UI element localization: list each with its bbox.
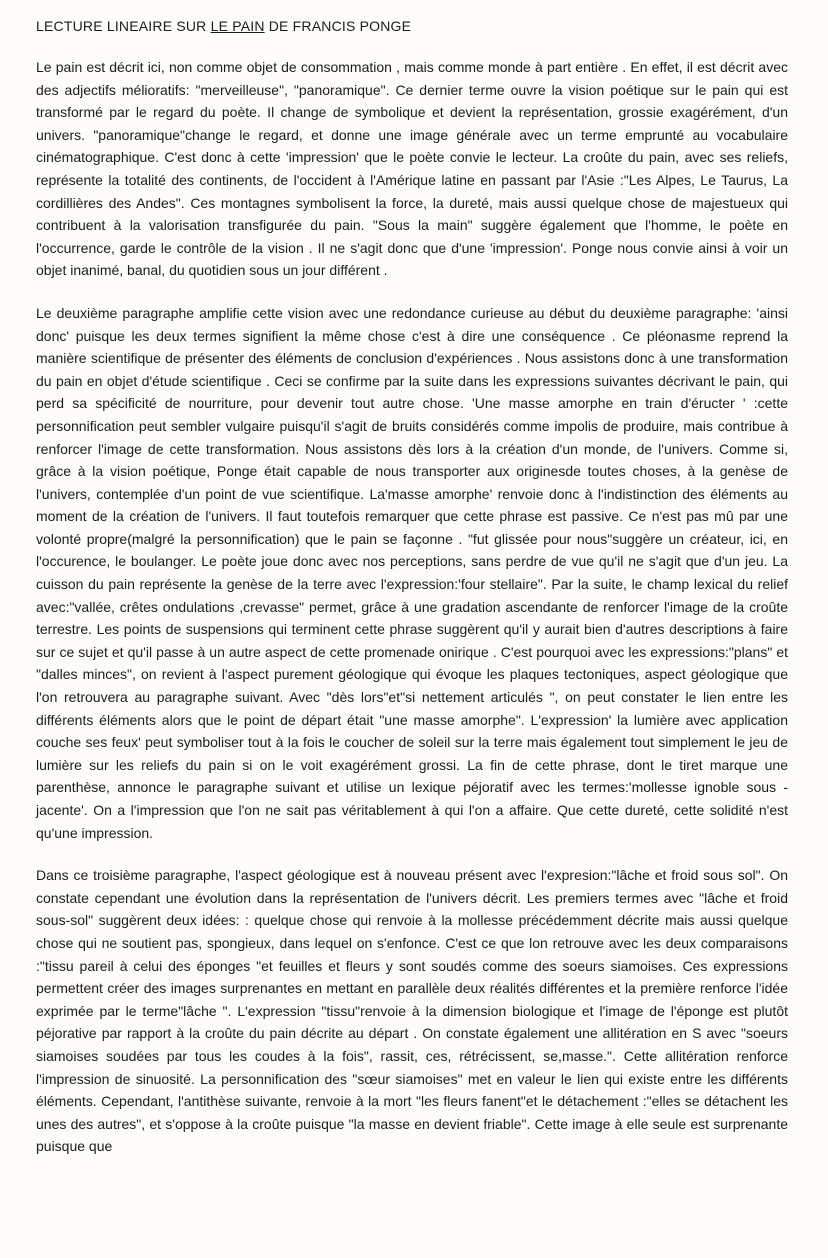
title-prefix: LECTURE LINEAIRE SUR bbox=[36, 18, 211, 34]
paragraph-3: Dans ce troisième paragraphe, l'aspect géologique est à nouveau présent avec l'expresion:"lâche et froid sous sol". On constate cependant une évolution dans la représentation de l'univers décrit. Les premiers termes avec "lâche et froid sous-sol" suggèrent deux idées: : quelque chose qui renvoie à la mollesse précédemment décrite mais aussi quelque chose qui ne soutient pas, spongieux, dans lequel on s'enfonce. C'est ce que lon retrouve avec les deux comparaisons :"tissu pareil à celui des éponges "et feuilles et fleurs y sont soudés comme des soeurs siamoises. Ces expressions permettent créer des images surprenantes en mettant en parallèle deux réalités différentes et la première renforce l'idée exprimée par le terme"lâche ". L'expression "tissu"renvoie à la dimension biologique et l'image de l'éponge est plutôt péjorative par rapport à la croûte du pain décrite au départ . On constate également une allitération en S avec "soeurs siamoises soudées par tous les coudes à la fois", rassit, ces, rétrécissent, se,masse.". Cette allitération renforce l'impression de sinuosité. La personnification des "sœur siamoises" met en valeur le lien qui existe entre les différents éléments. Cependant, l'antithèse suivante, renvoie à la mort "les fleurs fanent"et le détachement :"elles se détachent les unes des autres", et s'oppose à la croûte puisque "la masse en devient friable". Cette image à elle seule est surprenante puisque que bbox=[36, 867, 788, 1155]
document-title bbox=[36, 18, 788, 34]
title-work-name: LE PAIN bbox=[210, 18, 265, 34]
paragraph-1: Le pain est décrit ici, non comme objet de consommation , mais comme monde à part entière . En effet, il est décrit avec des adjectifs mélioratifs: "merveilleuse", "panoramique". Ce dernier terme ouvre la vision poétique sur le pain qui est transformé par le regard du poète. Il change de symbolique et devient la représentation, grossie exagérément, d'un univers. "panoramique"change le regard, et donne une image générale avec un terme emprunté au vocabulaire cinématographique. C'est donc à cette 'impression' que le poète convie le lecteur. La croûte du pain, avec ses reliefs, représente la totalité des continents, de l'occident à l'Amérique latine en passant par l'Asie :"Les Alpes, Le Taurus, La cordillières des Andes". Ces montagnes symbolisent la force, la dureté, mais aussi quelque chose de majestueux qui contribuent à la valorisation transfigurée du pain. "Sous la main" suggère également que l'homme, le poète en l'occurrence, garde le contrôle de la vision . Il ne s'agit donc que d'une 'impression'. Ponge nous convie ainsi à voir un objet inanimé, banal, du quotidien sous un jour différent . bbox=[36, 59, 788, 279]
title-suffix: DE FRANCIS PONGE bbox=[264, 18, 412, 34]
paragraph-2: Le deuxième paragraphe amplifie cette vision avec une redondance curieuse au début du deuxième paragraphe: 'ainsi donc' puisque les deux termes signifient la même chose c'est à dire une conséquence . Ce pléonasme reprend la manière scientifique de présenter des éléments de conclusion d'expériences . Nous assistons donc à une transformation du pain en objet d'étude scientifique . Ceci se confirme par la suite dans les expressions suivantes décrivant le pain, qui perd sa spécificité de nourriture, pour devenir tout autre chose. 'Une masse amorphe en train d'éructer ' :cette personnification peut sembler vulgaire puisqu'il s'agit de bruits considérés comme impolis de produire, mais contribue à renforcer l'image de cette transformation. Nous assistons dès lors à la création d'un monde, de l'univers. Comme si, grâce à la vision poétique, Ponge était capable de nous transporter aux originesde toutes choses, à la genèse de l'univers, contemplée d'un point de vue scientifique. La'masse amorphe' renvoie donc à l'indistinction des éléments au moment de la création de l'univers. Il faut toutefois remarquer que cette phrase est passive. Ce n'est pas mû par une volonté propre(malgré la personnification) que le pain se façonne . "fut glissée pour nous"suggère un créateur, ici, en l'occurence, le boulanger. Le poète joue donc avec nos perceptions, sans perdre de vue qu'il ne s'agit que d'un jeu. La cuisson du pain représente la genèse de la terre avec l'expression:'four stellaire". Par la suite, le champ lexical du relief avec:"vallée, crêtes ondulations ,crevasse" permet, grâce à une gradation ascendante de renforcer l'image de la croûte terrestre. Les points de suspensions qui terminent cette phrase suggèrent qu'il y aurait bien d'autres descriptions à faire sur ce sujet et qu'il passe à un autre aspect de cette promenade onirique . C'est pourquoi avec les expressions:"plans" et "dalles minces", on revient à l'aspect purement géologique qui évoque les plaques tectoniques, aspect géologique que l'on retrouvera au paragraphe suivant. Avec "dès lors"et"si nettement articulés ", on peut constater le lien entre les différents éléments alors que le point de départ était "une masse amorphe". L'expression' la lumière avec application couche ses feux' peut symboliser tout à la fois le coucher de soleil sur la terre mais également tout simplement le jeu de lumière sur les reliefs du pain si on le voit exagérément grossi. La fin de cette phrase, dont le tiret marque une parenthèse, annonce le paragraphe suivant et utilise un lexique péjoratif avec les termes:'mollesse ignoble sous -jacente'. On a l'impression que l'on ne sait pas véritablement à qui l'on a affaire. Que cette dureté, cette solidité n'est qu'une impression. bbox=[36, 304, 788, 841]
